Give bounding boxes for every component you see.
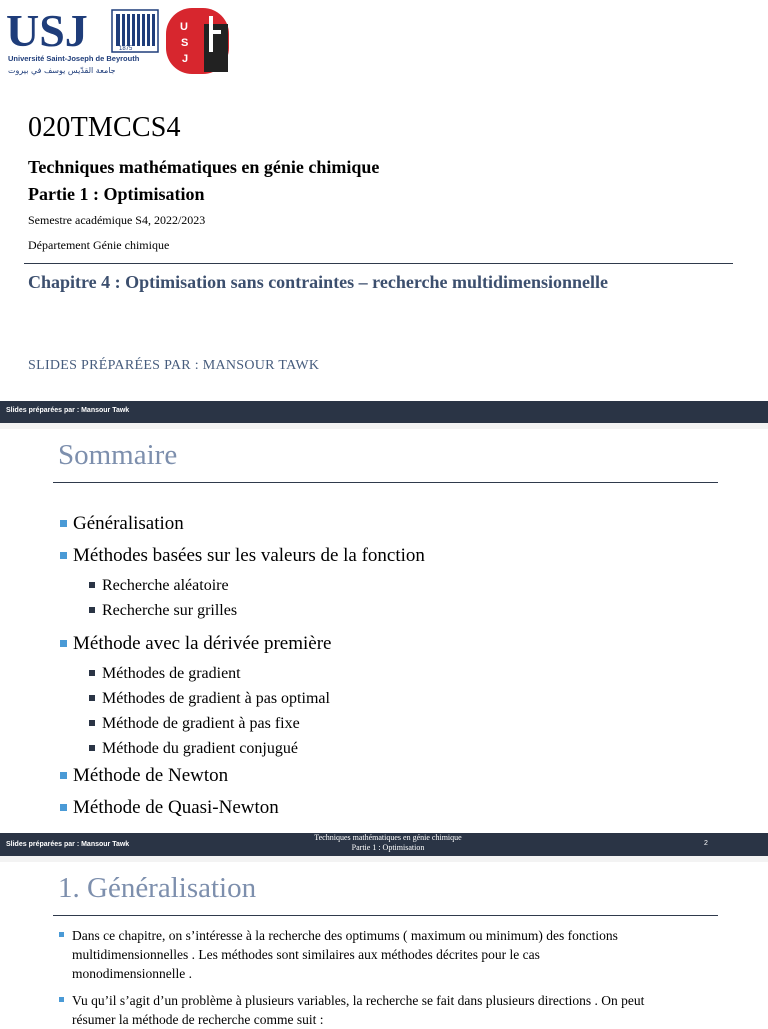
paragraph-line: monodimensionnelle . xyxy=(72,966,192,981)
paragraph-line: Vu qu’il s’agit d’un problème à plusieurs variables, la recherche se fait dans plusieurs directions . On peut xyxy=(72,993,645,1008)
divider xyxy=(53,482,718,483)
department-text: Département Génie chimique xyxy=(28,238,170,252)
svg-text:U: U xyxy=(180,21,188,33)
slide-title: Sommaire xyxy=(58,439,178,471)
summary-item: Méthode avec la dérivée première xyxy=(60,629,425,661)
summary-item: Méthodes basées sur les valeurs de la fonction xyxy=(60,541,425,573)
summary-list xyxy=(60,509,425,825)
summary-subitem: Méthodes de gradient xyxy=(60,661,425,686)
logo-subtitle: Université Saint-Joseph de Beyrouth xyxy=(8,54,140,63)
slide-title: 1. Généralisation xyxy=(58,872,257,904)
summary-subitem: Méthodes de gradient à pas optimal xyxy=(60,686,425,711)
divider xyxy=(53,915,718,916)
summary-subitem: Méthode de gradient à pas fixe xyxy=(60,711,425,736)
footer-course xyxy=(0,833,768,853)
logo-wordmark: USJ xyxy=(6,6,88,56)
course-part: Partie 1 : Optimisation xyxy=(28,184,205,204)
summary-subitem: Recherche aléatoire xyxy=(60,573,425,598)
logo-arabic: جامعة القدّيس يوسف في بيروت xyxy=(8,66,116,75)
chapter-title: Chapitre 4 : Optimisation sans contraintes – recherche multidimensionnelle xyxy=(28,272,608,292)
logo-year: 1875 xyxy=(119,46,133,52)
footer-author: Slides préparées par : Mansour Tawk xyxy=(6,841,130,848)
summary-subitem: Méthode du gradient conjugué xyxy=(60,736,425,761)
paragraph-line: Dans ce chapitre, on s’intéresse à la recherche des optimums ( maximum ou minimum) des fonctions xyxy=(72,928,618,943)
slide-footer xyxy=(0,833,768,856)
footer-course-part: Partie 1 : Optimisation xyxy=(351,843,425,852)
section-slide xyxy=(0,862,768,1027)
usj-logo-graphic xyxy=(6,6,236,78)
footer-author: Slides préparées par : Mansour Tawk xyxy=(6,407,130,414)
svg-text:J: J xyxy=(182,53,189,65)
summary-item: Méthode de Newton xyxy=(60,761,425,793)
summary-item: Méthode de Quasi-Newton xyxy=(60,793,425,825)
usj-logo xyxy=(6,6,236,78)
summary-subitem: Recherche sur grilles xyxy=(60,598,425,623)
paragraph-line: résumer la méthode de recherche comme suit : xyxy=(72,1012,324,1027)
paragraph xyxy=(72,991,712,1029)
course-title: Techniques mathématiques en génie chimique xyxy=(28,157,380,177)
semester-text: Semestre académique S4, 2022/2023 xyxy=(28,213,206,227)
cover-slide xyxy=(0,0,768,401)
slide-footer xyxy=(0,401,768,423)
divider xyxy=(24,263,733,264)
summary-slide xyxy=(0,429,768,833)
svg-text:S: S xyxy=(181,37,189,49)
page-number: 2 xyxy=(704,840,708,847)
course-code: 020TMCCS4 xyxy=(28,112,181,143)
paragraph xyxy=(72,926,712,983)
prepared-by: SLIDES PRÉPARÉES PAR : MANSOUR TAWK xyxy=(28,358,320,373)
summary-item: Généralisation xyxy=(60,509,425,541)
footer-course-title: Techniques mathématiques en génie chimique xyxy=(314,833,462,842)
paragraph-line: multidimensionnelles . Les méthodes sont similaires aux méthodes décrites pour le cas xyxy=(72,947,540,962)
